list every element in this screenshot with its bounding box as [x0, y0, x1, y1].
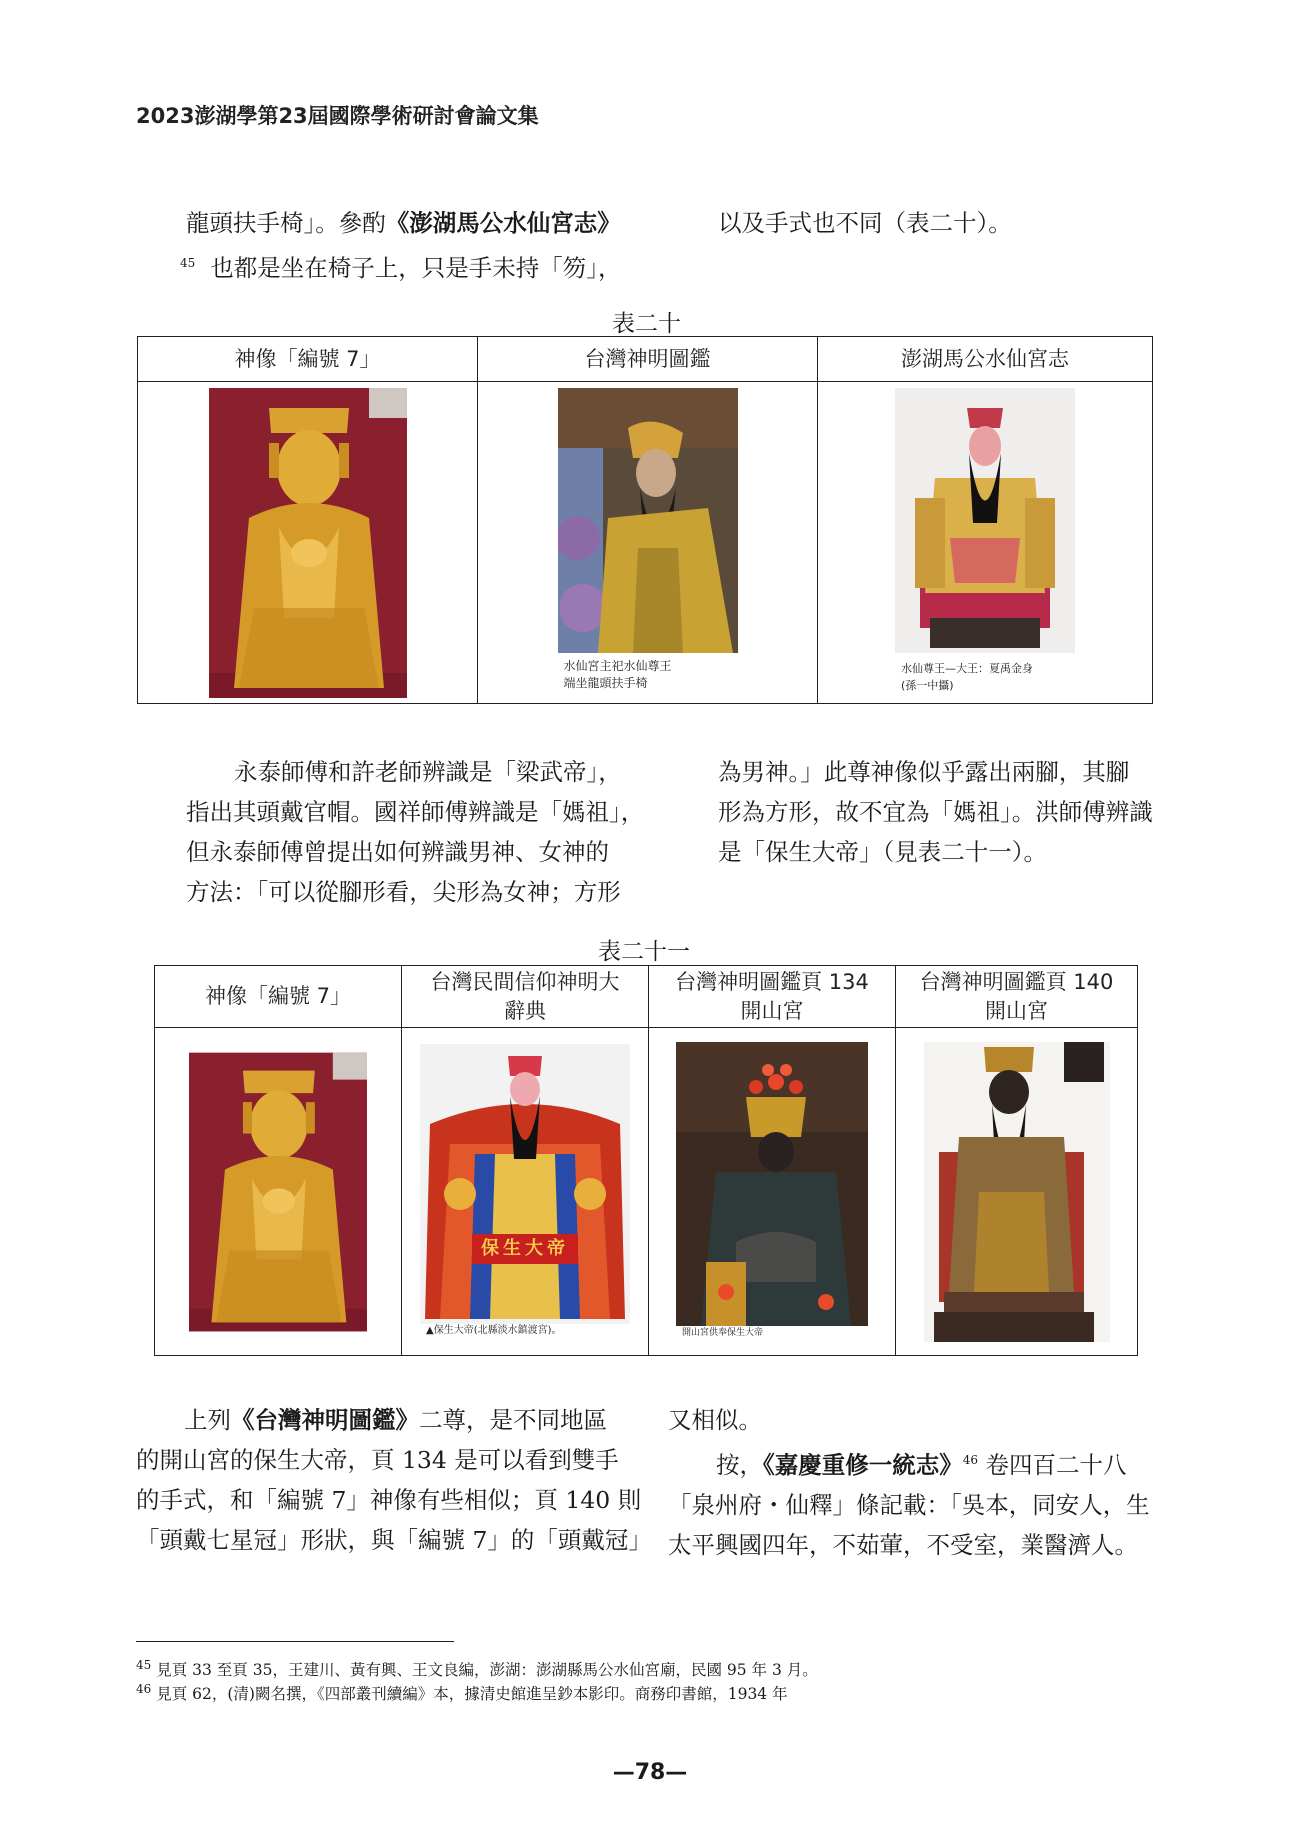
- kaishan-temple-p134-image: [676, 1042, 868, 1342]
- footnote-divider: [136, 1641, 454, 1642]
- para3-left-line-3: 的手式，和「編號 7」神像有些相似；頁 140 則: [136, 1486, 642, 1514]
- book-title-shuixian: 《澎湖馬公水仙宮志》: [385, 209, 621, 237]
- statue-no7-image: [209, 388, 407, 698]
- para2-right-line-1: 為男神。」此尊神像似乎露出兩腳，其腳: [718, 758, 1130, 786]
- table20-img2-caption-line2: 端坐龍頭扶手椅: [563, 675, 648, 690]
- table20-header-3: 澎湖馬公水仙宮志: [818, 337, 1153, 382]
- table20-header-1: 神像「編號 7」: [138, 337, 478, 382]
- running-header: 2023澎湖學第23屆國際學術研討會論文集: [136, 104, 539, 128]
- book-title-jiaqing: 《嘉慶重修一統志》: [763, 1450, 963, 1479]
- statue-no7-image-2: [189, 1052, 367, 1332]
- footnote-ref-45: 45: [180, 256, 196, 270]
- table20-header-2: 台灣神明圖鑑: [478, 337, 818, 382]
- table21-header-3: 台灣神明圖鑑頁 134 開山宮: [649, 966, 896, 1028]
- page-number: —78—: [612, 1760, 688, 1785]
- table21-cell-1: [155, 1028, 402, 1356]
- table21-header-2: 台灣民間信仰神明大 辭典: [402, 966, 649, 1028]
- para3-left-line-1: 上列《台灣神明圖鑑》二尊，是不同地區: [184, 1406, 607, 1434]
- table21-cell-3: [649, 1028, 896, 1356]
- table21-img2-caption: ▲保生大帝(北縣淡水鎮渡宮)。: [426, 1324, 562, 1336]
- shuixian-king-image: [558, 388, 738, 698]
- intro-right-column: 以及手式也不同（表二十）。: [718, 209, 1012, 237]
- para2-left-line-3: 但永泰師傅曾提出如何辨識男神、女神的: [186, 838, 609, 866]
- para2-right-line-2: 形為方形，故不宜為「媽祖」。洪師傅辨識: [718, 798, 1153, 826]
- para3-left-line-2: 的開山宮的保生大帝，頁 134 是可以看到雙手: [136, 1446, 619, 1474]
- table20-img3-caption-line1: 水仙尊王—大王：夏禹金身: [901, 661, 1033, 675]
- table-21: [154, 965, 1138, 1356]
- table20-cell-2: [478, 382, 818, 704]
- para2-left-line-4: 方法：「可以從腳形看，尖形為女神；方形: [186, 878, 621, 906]
- para3-right-column: [668, 1400, 1150, 1565]
- para3-right-line-1: 又相似。: [668, 1406, 762, 1434]
- para3-left-line-4: 「頭戴七星冠」形狀，與「編號 7」的「頭戴冠」: [136, 1526, 652, 1554]
- table20-img2-caption-line1: 水仙宮主祀水仙尊王: [563, 658, 672, 673]
- para2-left-line-1: 永泰師傅和許老師辨識是「梁武帝」，: [234, 758, 622, 786]
- table20-cell-1: [138, 382, 478, 704]
- intro-line-1: 龍頭扶手椅」。參酌《澎湖馬公水仙宮志》: [186, 209, 621, 237]
- table20-caption: 表二十: [612, 311, 681, 337]
- table21-caption: 表二十一: [598, 939, 690, 965]
- intro-left-column: [186, 203, 621, 243]
- para2-left-line-2: 指出其頭戴官帽。國祥師傅辨識是「媽祖」，: [186, 798, 645, 826]
- xia-yu-statue-image: [895, 388, 1075, 698]
- para2-right-line-3: 是「保生大帝」（見表二十一）。: [718, 838, 1047, 866]
- para2-left-column: [186, 752, 622, 792]
- table-20: [137, 336, 1153, 704]
- baosheng-banner-text: 保生大帝: [481, 1237, 569, 1259]
- footnote-46: $^{46}$ 見頁 62，(清)闕名撰，《四部叢刊續編》本，據清史館進呈鈔本影印。商務印書館，1934 年: [136, 1682, 788, 1704]
- table21-cell-2: [402, 1028, 649, 1356]
- intro-left-line-2: $^{45}$ 也都是坐在椅子上，只是手未持「笏」，: [180, 253, 622, 282]
- para3-right-line-3: 「泉州府・仙釋」條記載：「吳本，同安人，生: [668, 1490, 1150, 1519]
- para3-left-column: [136, 1400, 652, 1560]
- para2-right-column: [718, 752, 1153, 872]
- table21-cell-4: [896, 1028, 1138, 1356]
- para2-left-column-cont: [186, 792, 644, 912]
- table21-header-4: 台灣神明圖鑑頁 140 開山宮: [896, 966, 1138, 1028]
- book-title-tuujian: 《台灣神明圖鑑》: [231, 1406, 419, 1434]
- footnote-ref-46: 46: [962, 1453, 979, 1467]
- para3-right-line-2: 按，《嘉慶重修一統志》$^{46}$ 卷四百二十八: [716, 1450, 1127, 1479]
- baosheng-dadi-dictionary-image: [420, 1044, 630, 1340]
- kaishan-temple-p140-image: [924, 1042, 1110, 1342]
- para3-right-line-4: 太平興國四年，不茹葷，不受室，業醫濟人。: [668, 1530, 1138, 1559]
- table21-header-1: 神像「編號 7」: [155, 966, 402, 1028]
- table21-img3-caption: 開山宮供奉保生大帝: [682, 1327, 764, 1338]
- footnote-45: $^{45}$ 見頁 33 至頁 35，王建川、黃有興、王文良編，澎湖：澎湖縣馬公水仙宮廟，民國 95 年 3 月。: [136, 1658, 818, 1680]
- table20-img3-caption-line2: (孫一中攝): [901, 678, 954, 692]
- table20-cell-3: [818, 382, 1153, 704]
